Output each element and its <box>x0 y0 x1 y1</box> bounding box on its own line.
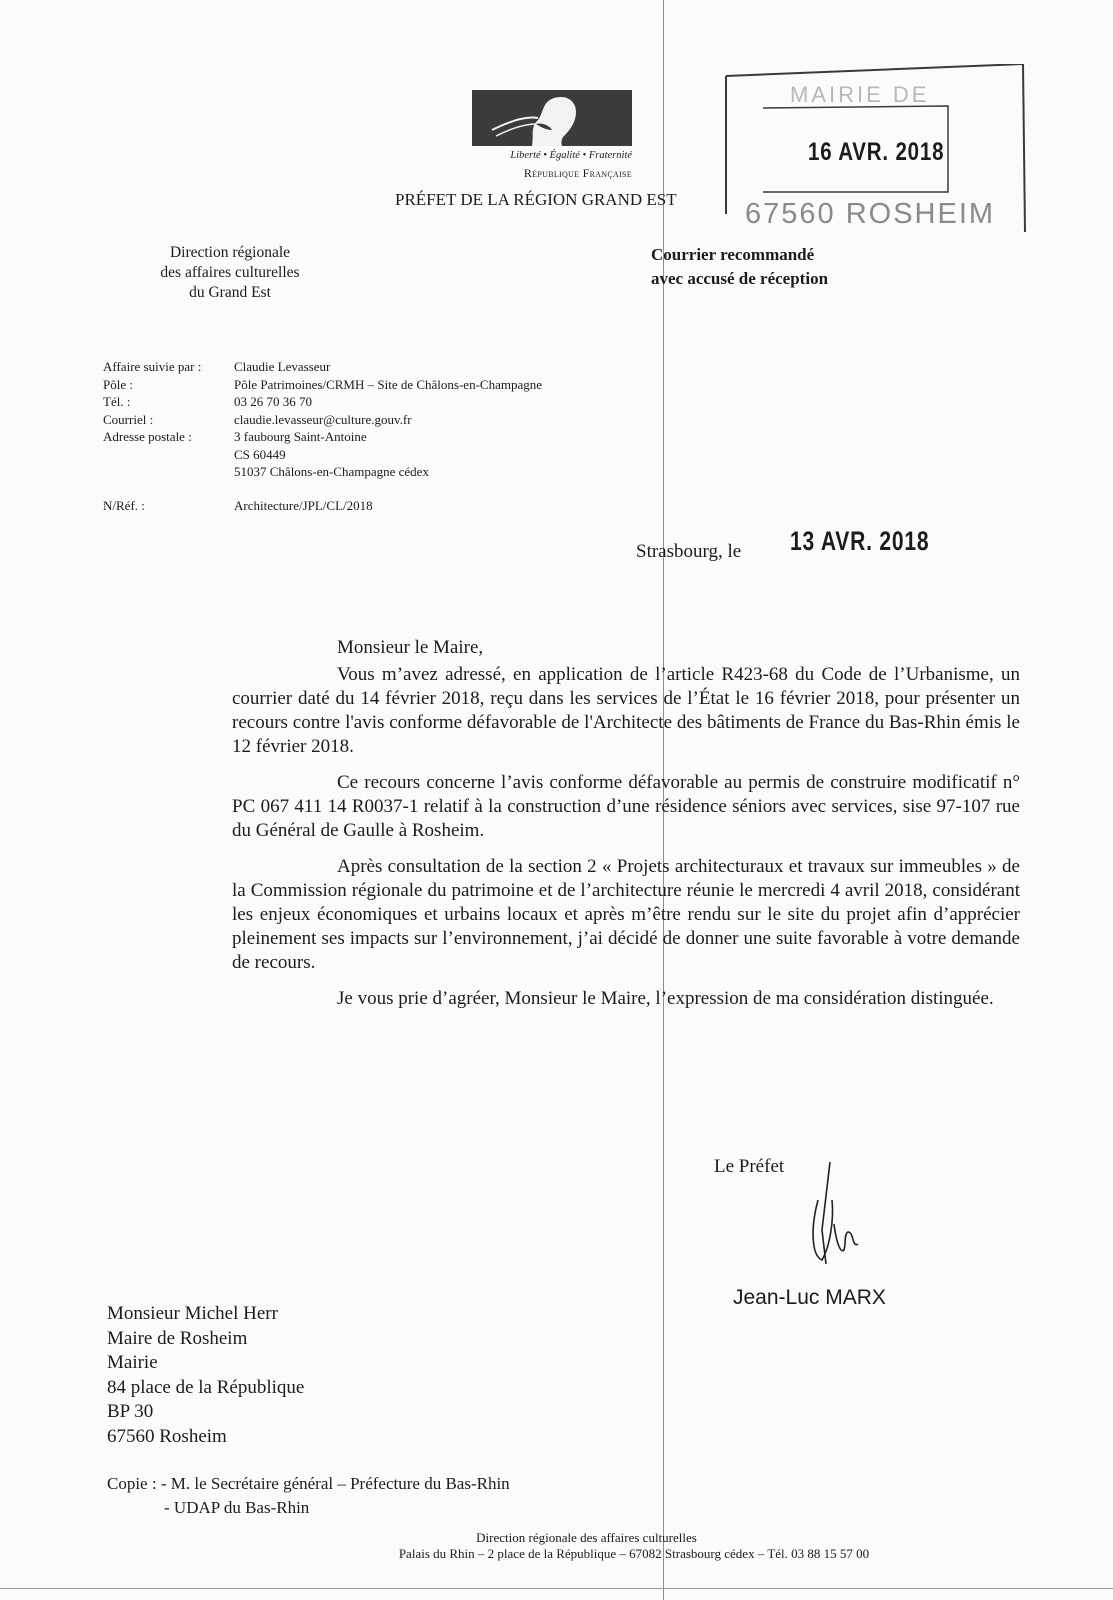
salutation: Monsieur le Maire, <box>337 637 484 658</box>
info-row: Pôle : Pôle Patrimoines/CRMH – Site de Châlons-en-Champagne <box>103 376 542 392</box>
copy-recipients: Copie : - M. le Secrétaire général – Préfecture du Bas-Rhin - UDAP du Bas-Rhin <box>107 1474 510 1517</box>
marianne-logo <box>472 90 632 146</box>
place-line: Strasbourg, le <box>636 541 742 562</box>
info-row: 51037 Châlons-en-Champagne cédex <box>234 464 429 479</box>
body-paragraph: Je vous prie d’agréer, Monsieur le Maire, l’expression de ma considération distinguée. <box>337 988 994 1009</box>
handwritten-signature <box>800 1160 870 1270</box>
body-paragraph: Ce recours concerne l’avis conforme défavorable au permis de construire modificatif n° PC 067 411 14 R0037-1 relatif à la construction d’une résidence séniors avec services, sise 97-107 rue du Général de Gaulle à Rosheim. <box>232 772 1020 841</box>
letter-date-stamp: 13 AVR. 2018 <box>790 526 930 556</box>
republic-motto: Liberté • Égalité • Fraternité <box>510 150 632 161</box>
body-paragraph: Vous m’avez adressé, en application de l’article R423-68 du Code de l’Urbanisme, un courrier daté du 14 février 2018, reçu dans les services de l’État le 16 février 2018, pour présenter un recours contre l'avis conforme défavorable de l'Architecte des bâtiments de France du Bas-Rhin émis le 12 février 2018. <box>232 664 1020 757</box>
stamp-mairie-text: MAIRIE DE <box>790 82 930 107</box>
contact-info-block <box>103 358 542 481</box>
body-paragraph: Après consultation de la section 2 « Projets architecturaux et travaux sur immeubles » de la Commission régionale du patrimoine et de l’architecture réunie le mercredi 4 avril 2018, considérant les enjeux économiques et urbains locaux et après m’être rendu sur le site du projet afin d’apprécier pleinement ses impacts sur l’environnement, j’ai décidé de donner une suite favorable à votre demande de recours. <box>232 856 1020 973</box>
scan-bottom-line <box>0 1588 1113 1589</box>
page-footer: Direction régionale des affaires culturelles Palais du Rhin – 2 place de la République – 67082 Strasbourg cédex – Tél. 03 88 15 57 00 <box>398 1530 870 1561</box>
sender-direction: Direction régionale des affaires culturelles du Grand Est <box>160 244 300 301</box>
registered-mail-notice: Courrier recommandé avec accusé de réception <box>651 245 829 288</box>
info-row: Tél. : 03 26 70 36 70 <box>103 394 312 409</box>
stamp-received-date: 16 AVR. 2018 <box>808 138 945 166</box>
info-row: CS 60449 <box>234 446 286 462</box>
signatory-name: Jean-Luc MARX <box>733 1286 886 1309</box>
stamp-commune-text: 67560 ROSHEIM <box>745 198 996 230</box>
signatory-title: Le Préfet <box>714 1156 785 1177</box>
info-row: Courriel : claudie.levasseur@culture.gouv.fr <box>103 411 412 427</box>
letter-body <box>232 663 1020 1023</box>
prefet-heading: PRÉFET DE LA RÉGION GRAND EST <box>395 190 677 209</box>
info-row: Affaire suivie par : Claudie Levasseur <box>103 359 331 374</box>
republique-francaise: République Française <box>523 166 632 180</box>
recipient-address: Monsieur Michel Herr Maire de Rosheim Mairie 84 place de la République BP 30 67560 Rosheim <box>107 1303 305 1447</box>
reference-value: Architecture/JPL/CL/2018 <box>234 498 373 513</box>
info-row: Adresse postale : 3 faubourg Saint-Antoine <box>103 429 367 444</box>
reference-label: N/Réf. : <box>103 498 145 513</box>
